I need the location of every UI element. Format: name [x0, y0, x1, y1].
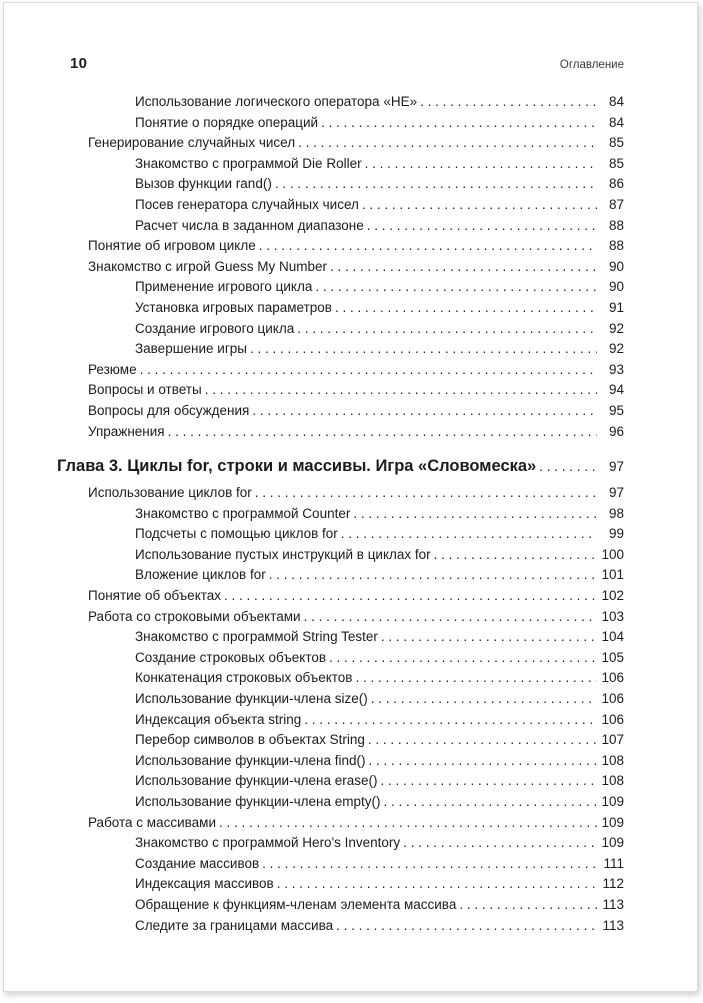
- toc-entry-title: Знакомство с программой Hero's Inventory: [135, 835, 401, 851]
- toc-entry-title: Использование пустых инструкций в циклах for: [135, 546, 431, 562]
- toc-entry-title: Вопросы для обсуждения: [88, 402, 250, 418]
- toc-entry-page: 98: [608, 505, 624, 521]
- dot-leader: [383, 792, 597, 813]
- toc-entry-title: Понятие об игровом цикле: [88, 238, 256, 254]
- toc-entry-page: 90: [608, 279, 624, 295]
- toc-entry-title: Конкатенация строковых объектов: [135, 670, 353, 686]
- toc-entry-title: Создание строковых объектов: [135, 649, 327, 665]
- toc-entry-title: Знакомство с программой Counter: [135, 505, 351, 521]
- toc-entry-page: 108: [601, 752, 624, 768]
- toc-entry-title: Упражнения: [88, 423, 165, 439]
- dot-leader: [255, 483, 597, 504]
- dot-leader: [403, 833, 597, 854]
- toc-entry-title: Использование функции-члена size(): [135, 691, 368, 707]
- dot-leader: [365, 154, 597, 175]
- toc-entry: [135, 524, 624, 545]
- toc-entry-title: Создание массивов: [135, 855, 260, 871]
- toc-entry-title: Глава 3. Циклы for, строки и массивы. Игра «Словомеска»: [57, 457, 537, 476]
- toc-entry: [135, 92, 624, 113]
- toc-entry-page: 95: [608, 402, 624, 418]
- toc-entry: [135, 216, 624, 237]
- dot-leader: [459, 895, 597, 916]
- toc-entry: [135, 730, 624, 751]
- toc-entry-page: 87: [608, 196, 624, 212]
- page-number: 10: [70, 55, 88, 72]
- toc-entry-title: Подсчеты с помощью циклов for: [135, 526, 338, 542]
- toc-entry: [135, 874, 624, 895]
- toc-entry-page: 105: [601, 649, 624, 665]
- dot-leader: [219, 813, 597, 834]
- dot-leader: [321, 113, 597, 134]
- dot-leader: [298, 133, 597, 154]
- dot-leader: [205, 380, 597, 401]
- dot-leader: [168, 422, 597, 443]
- toc-entry-page: 88: [608, 238, 624, 254]
- book-page: [3, 2, 698, 992]
- toc-entry: [135, 792, 624, 813]
- toc-entry-title: Следите за границами массива: [135, 917, 334, 933]
- toc-entry-page: 93: [608, 361, 624, 377]
- toc-list: [57, 92, 624, 936]
- toc-entry-page: 97: [608, 485, 624, 501]
- toc-entry: [88, 133, 624, 154]
- toc-entry: [57, 455, 624, 478]
- toc-entry-page: 84: [608, 114, 624, 130]
- toc-entry-page: 103: [601, 608, 624, 624]
- toc-entry-page: 97: [608, 459, 624, 475]
- toc-entry: [135, 689, 624, 710]
- toc-entry-page: 109: [601, 794, 624, 809]
- toc-entry: [135, 298, 624, 319]
- dot-leader: [353, 504, 597, 525]
- toc-entry-title: Перебор символов в объектах String: [135, 732, 365, 748]
- dot-leader: [262, 854, 597, 875]
- dot-leader: [362, 195, 597, 216]
- toc-entry-page: 106: [601, 670, 624, 686]
- dot-leader: [368, 751, 597, 772]
- dot-leader: [250, 339, 597, 360]
- toc-entry-title: Вызов функции rand(): [135, 176, 272, 192]
- toc-entry-title: Понятие о порядке операций: [135, 114, 319, 130]
- toc-entry-page: 113: [602, 896, 624, 912]
- toc-entry: [135, 195, 624, 216]
- toc-entry-page: 92: [608, 320, 624, 336]
- toc-entry-page: 85: [608, 135, 624, 151]
- toc-entry-page: 106: [601, 711, 624, 727]
- toc-entry-page: 102: [601, 588, 624, 604]
- dot-leader: [252, 401, 597, 422]
- toc-entry-page: 91: [608, 299, 624, 315]
- toc-entry: [135, 319, 624, 340]
- dot-leader: [420, 92, 597, 113]
- toc-entry: [135, 710, 624, 731]
- toc-entry-page: 90: [608, 258, 624, 274]
- toc-entry-page: 107: [601, 732, 624, 748]
- dot-leader: [434, 545, 597, 566]
- toc-entry: [88, 236, 624, 257]
- toc-entry: [88, 586, 624, 607]
- toc-entry-title: Знакомство с игрой Guess My Number: [88, 258, 327, 274]
- dot-leader: [368, 730, 597, 751]
- toc-entry-page: 101: [601, 567, 624, 583]
- toc-entry-title: Использование функции-члена erase(): [135, 773, 378, 789]
- dot-leader: [304, 607, 597, 628]
- dot-leader: [539, 455, 597, 478]
- toc-entry-title: Вложение циклов for: [135, 567, 266, 583]
- toc-entry-page: 94: [608, 382, 624, 398]
- toc-entry: [88, 257, 624, 278]
- dot-leader: [329, 648, 597, 669]
- toc-entry: [135, 504, 624, 525]
- toc-entry-title: Посев генератора случайных чисел: [135, 196, 359, 212]
- toc-entry-page: 92: [608, 341, 624, 357]
- toc-entry-title: Индексация объекта string: [135, 711, 302, 727]
- toc-entry-page: 100: [601, 546, 624, 562]
- toc-entry: [135, 854, 624, 875]
- toc-entry-title: Генерирование случайных чисел: [88, 135, 296, 151]
- toc-entry-page: 88: [608, 217, 624, 233]
- toc-entry-page: 96: [608, 423, 624, 439]
- toc-entry: [135, 545, 624, 566]
- toc-entry: [88, 380, 624, 401]
- toc-entry-title: Расчет числа в заданном диапазоне: [135, 217, 364, 233]
- running-head: Оглавление: [559, 59, 624, 71]
- toc-entry: [135, 668, 624, 689]
- toc-entry-page: 111: [603, 855, 624, 871]
- dot-leader: [277, 874, 597, 895]
- toc-entry: [135, 277, 624, 298]
- toc-entry-page: 109: [601, 835, 624, 851]
- toc-entry: [135, 648, 624, 669]
- toc-entry-title: Завершение игры: [135, 341, 247, 357]
- toc-entry: [135, 916, 624, 937]
- toc-entry-title: Работа со строковыми объектами: [88, 608, 301, 624]
- dot-leader: [140, 360, 597, 381]
- dot-leader: [336, 916, 597, 937]
- toc-entry: [135, 751, 624, 772]
- toc-entry: [88, 422, 624, 443]
- dot-leader: [304, 710, 597, 731]
- toc-entry-page: 84: [608, 94, 624, 109]
- dot-leader: [259, 236, 597, 257]
- toc-entry-page: 85: [608, 155, 624, 171]
- toc-entry: [88, 360, 624, 381]
- dot-leader: [330, 257, 597, 278]
- toc-entry-title: Установка игровых параметров: [135, 299, 332, 315]
- toc-entry: [88, 483, 624, 504]
- toc-entry-page: 104: [601, 629, 624, 645]
- toc-entry-page: 86: [608, 176, 624, 192]
- toc-entry-title: Знакомство с программой Die Roller: [135, 155, 362, 171]
- toc-entry: [135, 174, 624, 195]
- toc-entry-title: Вопросы и ответы: [88, 382, 202, 398]
- toc-entry-title: Использование циклов for: [88, 485, 252, 501]
- toc-entry-page: 112: [602, 876, 624, 892]
- toc-entry-title: Использование функции-члена find(): [135, 752, 366, 768]
- toc-entry: [135, 895, 624, 916]
- toc-entry: [135, 154, 624, 175]
- dot-leader: [269, 565, 597, 586]
- toc-entry-title: Индексация массивов: [135, 876, 274, 892]
- toc-entry: [135, 339, 624, 360]
- toc-entry-title: Создание игрового цикла: [135, 320, 295, 336]
- toc-entry-title: Использование функции-члена empty(): [135, 794, 381, 809]
- toc-entry-page: 108: [601, 773, 624, 789]
- toc-entry: [135, 627, 624, 648]
- toc-entry-title: Использование логического оператора «НЕ»: [135, 94, 418, 109]
- toc-entry-title: Обращение к функциям-членам элемента массива: [135, 896, 457, 912]
- toc-entry-title: Понятие об объектах: [88, 588, 222, 604]
- toc-entry: [135, 565, 624, 586]
- dot-leader: [297, 319, 597, 340]
- toc-entry: [88, 401, 624, 422]
- dot-leader: [367, 216, 597, 237]
- toc-entry-page: 109: [601, 814, 624, 830]
- toc-entry: [88, 607, 624, 628]
- dot-leader: [381, 627, 597, 648]
- dot-leader: [315, 277, 597, 298]
- toc-entry: [135, 113, 624, 134]
- toc-entry-page: 113: [602, 917, 624, 933]
- toc-entry-title: Знакомство с программой String Tester: [135, 629, 378, 645]
- toc-entry: [135, 833, 624, 854]
- dot-leader: [224, 586, 597, 607]
- toc-entry-title: Работа с массивами: [88, 814, 216, 830]
- toc-entry-title: Резюме: [88, 361, 137, 377]
- toc-entry: [135, 771, 624, 792]
- dot-leader: [275, 174, 597, 195]
- dot-leader: [355, 668, 597, 689]
- dot-leader: [341, 524, 597, 545]
- toc-entry-page: 106: [601, 691, 624, 707]
- dot-leader: [335, 298, 597, 319]
- toc-entry-page: 99: [608, 526, 624, 542]
- toc-entry-title: Применение игрового цикла: [135, 279, 313, 295]
- dot-leader: [371, 689, 597, 710]
- toc-entry: [88, 813, 624, 834]
- page-header: [70, 55, 624, 72]
- dot-leader: [381, 771, 598, 792]
